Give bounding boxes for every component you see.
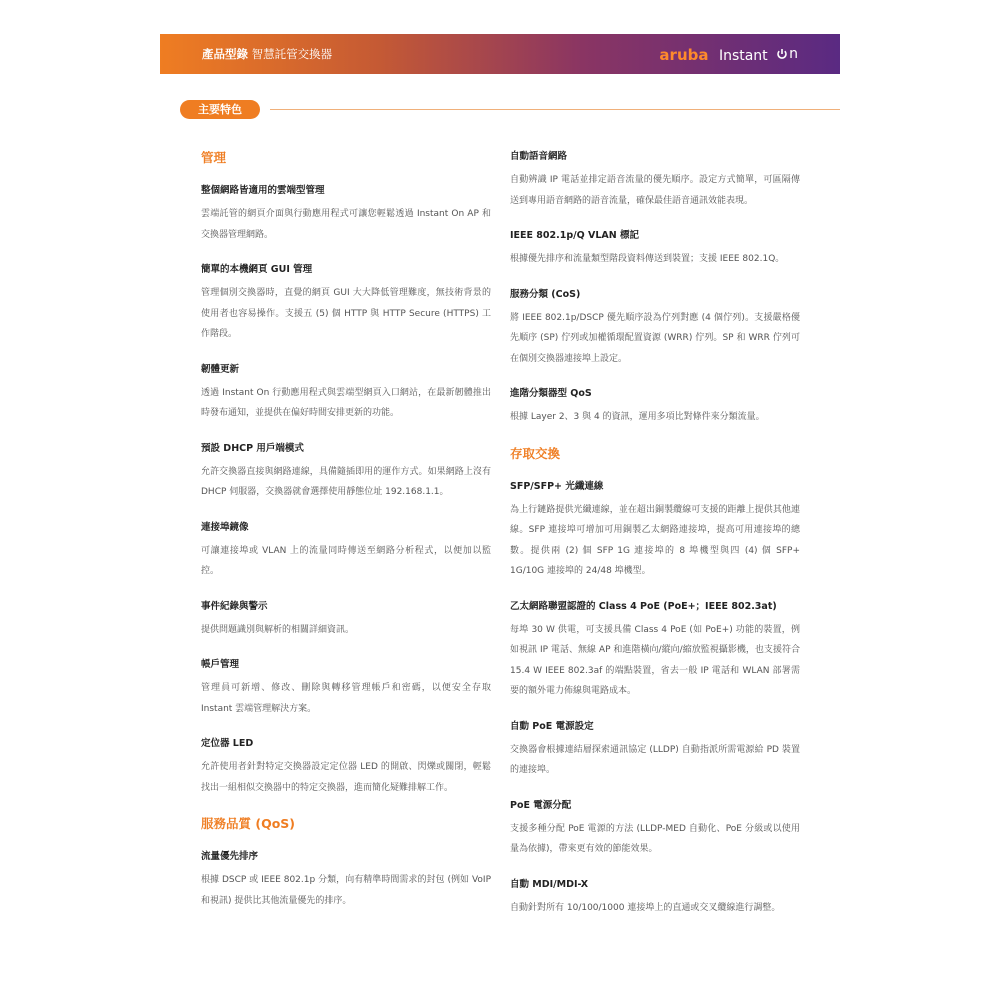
feature-body: 自動針對所有 10/100/1000 連接埠上的直通或交叉纜線進行調整。 xyxy=(510,902,781,913)
feature-heading: IEEE 802.1p/Q VLAN 標記 xyxy=(510,230,640,241)
feature-block xyxy=(510,878,800,919)
feature-heading: SFP/SFP+ 光纖連線 xyxy=(510,480,604,492)
feature-block xyxy=(201,363,491,424)
instant-wordmark: Instant xyxy=(718,48,768,64)
badge-divider xyxy=(270,109,840,110)
on-wordmark xyxy=(772,34,798,74)
feature-heading: 流量優先排序 xyxy=(201,851,259,862)
feature-heading: 自動 MDI/MDI-X xyxy=(510,878,589,890)
feature-block xyxy=(201,850,491,911)
feature-block xyxy=(510,150,800,211)
aruba-wordmark: aruba xyxy=(659,46,709,64)
feature-body: 透過 Instant On 行動應用程式與雲端型網頁入口網站，在最新韌體推出時發布通知，並提供在偏好時間安排更新的功能。 xyxy=(201,387,491,418)
header-banner xyxy=(160,34,840,74)
feature-heading: 定位器 LED xyxy=(201,738,254,749)
feature-block xyxy=(201,442,491,503)
feature-heading: PoE 電源分配 xyxy=(510,799,572,811)
feature-block xyxy=(510,480,800,582)
feature-block xyxy=(510,387,800,428)
feature-body: 支援多種分配 PoE 電源的方法 (LLDP-MED 自動化、PoE 分級或以使用量為依據)，帶來更有效的節能效果。 xyxy=(510,823,800,854)
feature-block xyxy=(510,720,800,781)
feature-heading: 乙太網路聯盟認證的 Class 4 PoE (PoE+；IEEE 802.3at) xyxy=(510,600,777,612)
feature-heading: 自動語音網路 xyxy=(510,151,568,162)
feature-heading: 服務分類 (CoS) xyxy=(510,288,581,300)
feature-heading: 事件紀錄與警示 xyxy=(201,600,268,612)
feature-block xyxy=(510,799,800,860)
right-column xyxy=(510,150,800,936)
feature-heading: 進階分類器型 QoS xyxy=(510,388,592,399)
feature-body: 交換器會根據連結層探索通訊協定 (LLDP) 自動指派所需電源給 PD 裝置的連接埠。 xyxy=(510,744,800,775)
aruba-instant-on-logo xyxy=(659,34,798,76)
feature-heading: 簡單的本機網頁 GUI 管理 xyxy=(201,264,313,275)
feature-block xyxy=(510,600,800,702)
section-title: 服務品質 (QoS) xyxy=(201,816,295,831)
feature-block xyxy=(510,229,800,270)
key-features-badge: 主要特色 xyxy=(180,100,260,119)
on-wordmark-n: n xyxy=(789,46,798,62)
product-line-label: 產品型錄 xyxy=(202,47,248,61)
feature-heading: 帳戶管理 xyxy=(201,659,240,670)
feature-body: 根據 DSCP 或 IEEE 802.1p 分類，向有精準時間需求的封包 (例如 VoIP 和視訊) 提供比其他流量優先的排序。 xyxy=(201,875,491,906)
feature-heading: 整個網路皆適用的雲端型管理 xyxy=(201,185,325,196)
feature-block xyxy=(510,288,800,370)
feature-body: 雲端託管的網頁介面與行動應用程式可讓您輕鬆透過 Instant On AP 和交換器管理網路。 xyxy=(201,209,491,240)
feature-body: 根據 Layer 2、3 與 4 的資訊，運用多項比對條件來分類流量。 xyxy=(510,412,765,422)
feature-body: 允許使用者針對特定交換器設定定位器 LED 的開啟、閃爍或關閉，輕鬆找出一組相似交換器中的特定交換器，進而簡化疑難排解工作。 xyxy=(201,762,491,793)
section-title: 存取交換 xyxy=(510,445,561,461)
feature-block xyxy=(201,600,491,641)
feature-body: 為上行鏈路提供光纖連線，並在超出銅製纜線可支援的距離上提供其他連線。SFP 連接埠可增加可用銅製乙太網路連接埠，提高可用連接埠的總數。提供兩 (2) 個 SFP 1G 連接埠的 8 埠機型與四 (4) 個 SFP+ 1G/10G 連接埠的 24/48 埠機型。 xyxy=(510,504,800,576)
feature-body: 管理個別交換器時，直覺的網頁 GUI 大大降低管理難度，無技術背景的使用者也容易操作。支援五 (5) 個 HTTP 與 HTTP Secure (HTTPS) 工作階段。 xyxy=(201,288,491,339)
feature-body: 管理員可新增、修改、刪除與轉移管理帳戶和密碼，以便安全存取 Instant 雲端管理解決方案。 xyxy=(201,683,491,714)
feature-body: 每埠 30 W 供電，可支援具備 Class 4 PoE (如 PoE+) 功能的裝置，例如視訊 IP 電話、無線 AP 和進階橫向/縱向/縮放監視攝影機，也支援符合 15.4 W IEEE 802.3af 的端點裝置，省去一般 IP 電話和 WLAN 部署需要的額外電力佈線與電路成本。 xyxy=(510,624,800,696)
feature-block xyxy=(201,737,491,798)
header-title xyxy=(202,34,332,74)
feature-heading: 韌體更新 xyxy=(201,363,240,375)
section-title: 管理 xyxy=(201,150,227,165)
feature-body: 將 IEEE 802.1p/DSCP 優先順序設為佇列對應 (4 個佇列)。支援嚴格優先順序 (SP) 佇列或加權循環配置資源 (WRR) 佇列。SP 和 WRR 佇列可在個別交換器連接埠上設定。 xyxy=(510,312,800,364)
feature-heading: 預設 DHCP 用戶端模式 xyxy=(201,442,304,454)
feature-body: 可讓連接埠或 VLAN 上的流量同時傳送至網路分析程式，以便加以監控。 xyxy=(201,545,491,576)
feature-heading: 自動 PoE 電源設定 xyxy=(510,720,594,732)
power-icon xyxy=(776,48,788,60)
feature-heading: 連接埠鏡像 xyxy=(201,521,249,533)
left-column xyxy=(201,150,491,929)
feature-body: 自動辨識 IP 電話並排定語音流量的優先順序。設定方式簡單，可區隔傳送到專用語音網路的語音流量，確保最佳語音通訊效能表現。 xyxy=(510,175,800,206)
feature-block xyxy=(201,521,491,582)
feature-body: 允許交換器直接與網路連線，具備隨插即用的運作方式。如果網路上沒有 DHCP 伺服器，交換器就會選擇使用靜態位址 192.168.1.1。 xyxy=(201,466,491,497)
feature-body: 提供問題識別與解析的相關詳細資訊。 xyxy=(201,624,355,635)
product-name: 智慧託管交換器 xyxy=(251,47,333,61)
feature-block xyxy=(201,184,491,245)
feature-block xyxy=(201,263,491,345)
feature-block xyxy=(201,658,491,719)
feature-body: 根據優先排序和流量類型階段資料傳送到裝置；支援 IEEE 802.1Q。 xyxy=(510,254,785,264)
